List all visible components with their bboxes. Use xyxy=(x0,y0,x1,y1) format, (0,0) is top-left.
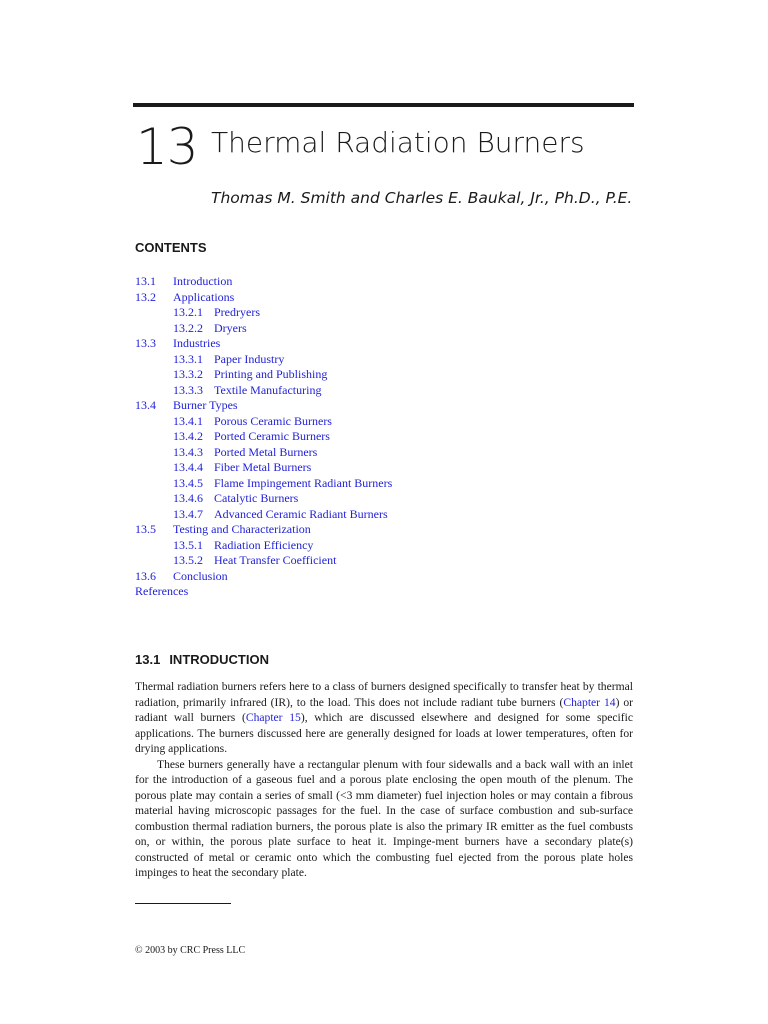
toc-entry[interactable] xyxy=(135,445,635,461)
copyright-notice: © 2003 by CRC Press LLC xyxy=(135,945,246,956)
section-body xyxy=(135,679,633,881)
toc-entry-label: References xyxy=(135,584,189,598)
toc-entry-number: 13.3.1 xyxy=(173,351,203,366)
toc-entry[interactable] xyxy=(135,491,635,507)
toc-entry[interactable] xyxy=(135,274,635,290)
toc-entry-number: 13.5 xyxy=(135,522,156,536)
toc-entry-label: Flame Impingement Radiant Burners xyxy=(214,475,393,490)
paragraph-2: These burners generally have a rectangular plenum with four sidewalls and a back wall with an inlet for the introduction of a gaseous fuel and a porous plate enclosing the open mouth of the plenum. The porous plate may contain a series of small (<3 mm diameter) fuel injection holes or may contain a fibrous material having microscopic passages for the fuel. In the case of surface combustion and sub-surface combustion thermal radiation burners, the porous plate is also the primary IR emitter as the fuel combusts on, or within, the porous plate surface to heat it. Impinge-ment burners have a secondary plate(s) constructed of metal or ceramic onto which the combusting fuel ejected from the porous plate holes impinges to heat the secondary plate. xyxy=(135,757,633,879)
contents-heading: CONTENTS xyxy=(135,240,207,255)
toc-entry[interactable] xyxy=(135,290,635,306)
toc-entry[interactable] xyxy=(135,305,635,321)
chapter-title: Thermal Radiation Burners xyxy=(211,126,585,159)
toc-entry-label: Ported Ceramic Burners xyxy=(214,429,330,443)
toc-entry-label: Radiation Efficiency xyxy=(214,537,314,552)
toc-entry[interactable] xyxy=(135,367,635,383)
toc-entry-number: 13.5.2 xyxy=(173,553,203,567)
toc-entry-label: Applications xyxy=(173,289,235,304)
toc-entry-label: Predryers xyxy=(214,305,260,319)
toc-entry-label: Printing and Publishing xyxy=(214,367,328,381)
toc-entry-number: 13.2 xyxy=(135,289,156,304)
toc-entry-number: 13.4.5 xyxy=(173,475,203,490)
chapter-number: 13 xyxy=(136,118,198,176)
toc-entry[interactable] xyxy=(135,383,635,399)
toc-entry-label: Porous Ceramic Burners xyxy=(214,413,332,428)
toc-entry-number: 13.2.2 xyxy=(173,320,203,335)
toc-entry[interactable] xyxy=(135,553,635,569)
toc-entry[interactable] xyxy=(135,476,635,492)
toc-entry-number: 13.3.3 xyxy=(173,382,203,397)
paragraph-1 xyxy=(135,679,633,757)
section-number: 13.1 xyxy=(135,652,161,667)
toc-entry[interactable] xyxy=(135,321,635,337)
toc-entry[interactable] xyxy=(135,398,635,414)
paragraph-1-text-c: ), which are discussed elsewhere and designed for some specific applications. The burners discussed here are generally designed for loads at lower temperatures, often for drying applications. xyxy=(135,711,634,755)
section-title: INTRODUCTION xyxy=(169,652,269,667)
toc-entry-label: Paper Industry xyxy=(214,351,285,366)
toc-entry-number: 13.3.2 xyxy=(173,367,203,381)
toc-entry-number: 13.4.3 xyxy=(173,444,203,459)
toc-entry[interactable] xyxy=(135,569,635,585)
toc-entry-number: 13.5.1 xyxy=(173,537,203,552)
chapter-14-link[interactable]: Chapter 14 xyxy=(563,695,616,709)
toc-entry-label: Textile Manufacturing xyxy=(214,382,322,397)
footnote-rule xyxy=(135,903,231,904)
toc-entry-label: Advanced Ceramic Radiant Burners xyxy=(214,506,388,521)
toc-entry-number: 13.4.1 xyxy=(173,413,203,428)
toc-entry-label: Testing and Characterization xyxy=(173,522,311,536)
toc-entry-number: 13.4.6 xyxy=(173,491,203,505)
toc-entry[interactable] xyxy=(135,460,635,476)
toc-entry-number: 13.1 xyxy=(135,274,156,288)
toc-entry-label: Catalytic Burners xyxy=(214,491,299,505)
toc-entry[interactable] xyxy=(135,507,635,523)
toc-entry-label: Industries xyxy=(173,336,221,350)
toc-entry[interactable] xyxy=(135,584,635,600)
toc-entry-label: Heat Transfer Coefficient xyxy=(214,553,337,567)
table-of-contents xyxy=(135,274,635,600)
toc-entry[interactable] xyxy=(135,336,635,352)
section-heading xyxy=(135,652,269,667)
toc-entry[interactable] xyxy=(135,352,635,368)
toc-entry-label: Burner Types xyxy=(173,398,238,412)
toc-entry[interactable] xyxy=(135,538,635,554)
toc-entry-label: Conclusion xyxy=(173,568,228,583)
toc-entry[interactable] xyxy=(135,414,635,430)
paragraph-1-text-a: Thermal radiation burners refers here to a class of burners designed specifically to transfer heat by thermal radiation, primarily infrared (IR), to the load. This does not include radiant tube burners ( xyxy=(135,680,633,709)
paragraph-1-text-b: ) or radiant wall burners ( xyxy=(135,695,633,724)
chapter-authors: Thomas M. Smith and Charles E. Baukal, Jr., Ph.D., P.E. xyxy=(211,189,633,207)
chapter-15-link[interactable]: Chapter 15 xyxy=(245,711,301,724)
toc-entry-label: Dryers xyxy=(214,320,247,335)
toc-entry-number: 13.4.7 xyxy=(173,506,203,521)
toc-entry-label: Fiber Metal Burners xyxy=(214,460,312,474)
chapter-top-rule xyxy=(133,103,634,107)
toc-entry[interactable] xyxy=(135,522,635,538)
toc-entry-number: 13.4.4 xyxy=(173,460,203,474)
toc-entry[interactable] xyxy=(135,429,635,445)
toc-entry-number: 13.4.2 xyxy=(173,429,203,443)
toc-entry-number: 13.4 xyxy=(135,398,156,412)
toc-entry-number: 13.6 xyxy=(135,568,156,583)
toc-entry-label: Introduction xyxy=(173,274,233,288)
toc-entry-label: Ported Metal Burners xyxy=(214,444,318,459)
toc-entry-number: 13.2.1 xyxy=(173,305,203,319)
toc-entry-number: 13.3 xyxy=(135,336,156,350)
